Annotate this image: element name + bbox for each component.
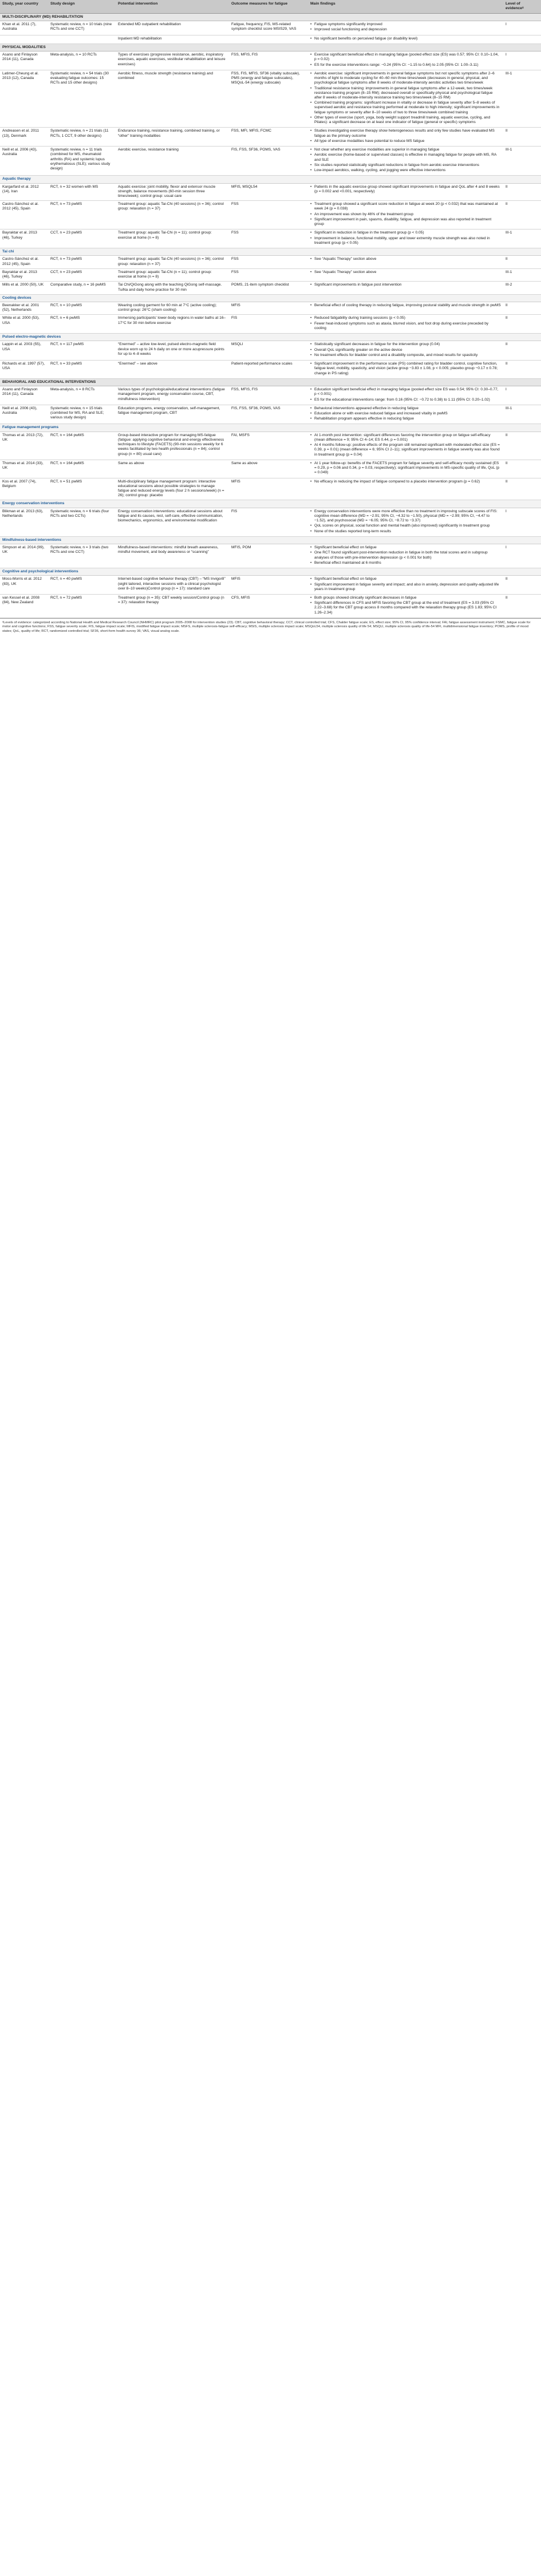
section-header-row: [0, 13, 541, 21]
section-header-row: [0, 43, 541, 51]
outcome-cell: FSS, MFIS, FIS: [229, 386, 308, 405]
findings-list: [310, 342, 501, 358]
section-title: MULTI-DISCIPLINARY (MD) REHABILITATION: [0, 13, 541, 21]
study-cell: Blikman et al. 2013 (63), Netherlands: [0, 508, 48, 536]
level-cell: I: [503, 544, 541, 568]
design-cell: Systematic review, n = 11 trials (combined for MS, rheumatoid arthritis (RA) and systemic lupus erythematosus (SLE); various study design): [48, 147, 116, 176]
intervention-cell: Education programs, energy conservation, self-management, fatigue management program, CBT: [116, 405, 229, 424]
outcome-cell: FIS, FSS, SF36, POMS, VAS: [229, 405, 308, 424]
level-cell: [503, 35, 541, 43]
subsection-header-row: [0, 176, 541, 183]
findings-list: [310, 185, 501, 194]
study-cell: Castro-Sánchez et al. 2012 (45), Spain: [0, 256, 48, 268]
level-cell: II: [503, 460, 541, 478]
finding-item: • Reduced fatigability during training sessions (p < 0.05): [314, 316, 501, 320]
subsection-title: Cognitive and psychological interventions: [0, 568, 541, 576]
finding-item: • Significant beneficial effect on fatigue: [314, 577, 501, 581]
intervention-cell: Tai Chi/QiGong along with the teaching QiGong self-massage. TuiNa and daily home practice for 30 min: [116, 282, 229, 294]
findings-cell: [308, 282, 503, 294]
outcome-cell: MFIS: [229, 576, 308, 595]
intervention-cell: Inpatient MD rehabilitation: [116, 35, 229, 43]
outcome-cell: FIS, FSS, SF36, POMS, VAS: [229, 147, 308, 176]
study-cell: Bayraktar et al. 2013 (46), Turkey: [0, 268, 48, 281]
level-cell: II: [503, 478, 541, 500]
level-cell: III-1: [503, 147, 541, 176]
subsection-header-row: [0, 536, 541, 544]
header-intervention: Potential intervention: [116, 0, 229, 13]
subsection-title: Energy conservation interventions: [0, 500, 541, 508]
design-cell: Systematic review, n = 21 trials (11 RCTs, 1 CCT, 9 other designs): [48, 128, 116, 147]
study-cell: Asano and Finlayson 2014 (11), Canada: [0, 52, 48, 70]
table-row: [0, 315, 541, 334]
findings-cell: [308, 302, 503, 314]
level-cell: I: [503, 508, 541, 536]
table-row: [0, 256, 541, 268]
table-row: [0, 432, 541, 460]
outcome-cell: CFS, MFIS: [229, 595, 308, 618]
table-row: [0, 147, 541, 176]
design-cell: Systematic review, n = 15 trials (combined for MS, RA and SLE; various study design): [48, 405, 116, 424]
finding-item: • Significant improvements in fatigue post intervention: [314, 283, 501, 287]
outcome-cell: FAI, MSFS: [229, 432, 308, 460]
intervention-cell: Group-based interactive program for managing MS-fatigue (fatigue: applying cognitive behavioral and energy effectiveness techniques to lifestyle (FACETS) (90-min sessions weekly for 6 weeks facilitated by two health professionals (n = 84); control group (n = 80) usual care): [116, 432, 229, 460]
findings-cell: [308, 21, 503, 35]
outcome-cell: FIS: [229, 315, 308, 334]
findings-cell: [308, 70, 503, 128]
table-row: [0, 595, 541, 618]
level-cell: III-1: [503, 229, 541, 248]
subsection-title: Aquatic therapy: [0, 176, 541, 183]
study-cell: Mills et al. 2000 (50), UK: [0, 282, 48, 294]
intervention-cell: Same as above: [116, 460, 229, 478]
finding-item: • Six studies reported statistically significant reductions in fatigue from aerobic exercise interventions: [314, 163, 501, 168]
design-cell: Meta-analysis, n = 8 RCTs: [48, 386, 116, 405]
study-cell: Kos et al. 2007 (74), Belgium: [0, 478, 48, 500]
intervention-cell: Internet-based cognitive behavior therapy (CBT) – “MS Invigor8” (eight tailored, interactive sessions with a clinical psychologist over 8–10 weeks)Control group (n = 17): standard care: [116, 576, 229, 595]
level-cell: III-1: [503, 405, 541, 424]
finding-item: • Significant differences in CFS and MFIS favoring the CBT group at the end of treatment (ES = 3.03 (95% CI 2.22–3.68) for the CBT group access 8 months compared with the relaxation therapy group (ES 1.83; 95% CI 1.26–2.34): [314, 601, 501, 615]
findings-cell: [308, 460, 503, 478]
level-cell: II: [503, 432, 541, 460]
findings-cell: [308, 478, 503, 500]
level-cell: I: [503, 386, 541, 405]
table-row: [0, 508, 541, 536]
table-row: [0, 268, 541, 281]
finding-item: • Fewer heat-induced symptoms such as ataxia, blurred vision, and foot drop during exercise preceded by cooling: [314, 322, 501, 331]
finding-item: • Significant improvement in pain, spasms, disability, fatigue, and depression was also reported in treatment group: [314, 217, 501, 227]
outcome-cell: MFIS, MSQL54: [229, 183, 308, 201]
table-row: [0, 52, 541, 70]
findings-cell: [308, 432, 503, 460]
study-cell: Thomas et al. 2013 (72), UK: [0, 432, 48, 460]
outcome-cell: FSS: [229, 201, 308, 229]
intervention-cell: Endurance training, resistance training, combined training, or “other” training modalities: [116, 128, 229, 147]
table-row: [0, 183, 541, 201]
outcome-cell: Fatigue, frequency, FIS, MS-related symptom checklist score MSIS29, VAS: [229, 21, 308, 35]
section-title: BEHAVIORAL AND EDUCATIONAL INTERVENTIONS: [0, 378, 541, 386]
level-cell: I: [503, 52, 541, 70]
section-title: PHYSICAL MODALITIES: [0, 43, 541, 51]
findings-list: [310, 53, 501, 68]
finding-item: • An improvement was shown by 46% of the treatment group: [314, 212, 501, 217]
header-outcome: Outcome measures for fatigue: [229, 0, 308, 13]
table-header-row: [0, 0, 541, 13]
level-cell: III-1: [503, 268, 541, 281]
table-row: [0, 70, 541, 128]
study-cell: Thomas et al. 2014 (33), UK: [0, 460, 48, 478]
outcome-cell: MFIS: [229, 478, 308, 500]
findings-cell: [308, 256, 503, 268]
findings-cell: [308, 147, 503, 176]
findings-cell: [308, 52, 503, 70]
intervention-cell: Treatment group: aquatic Tai-Chi (n = 11); control group: exercise at home (n = 8): [116, 229, 229, 248]
design-cell: CCT, n = 23 pwMS: [48, 229, 116, 248]
finding-item: • Aerobic exercise (home-based or supervised classes) is effective in managing fatigue for people with MS, RA and SLE: [314, 153, 501, 162]
level-cell: I: [503, 21, 541, 35]
intervention-cell: Treatment group (n = 35): CBT weekly session/Control group (n = 37): relaxation therapy: [116, 595, 229, 618]
header-findings: Main findings: [308, 0, 503, 13]
finding-item: • Significant improvement in fatigue severity and impact; and also in anxiety, depression and quality-adjusted life years in treatment group: [314, 583, 501, 592]
finding-item: • Beneficial effect of cooling therapy in reducing fatigue, improving postural stability and muscle strength in pwMS: [314, 303, 501, 308]
table-row: [0, 21, 541, 35]
findings-list: [310, 231, 501, 246]
design-cell: Systematic review, n = 54 trials (30 evaluating fatigue outcomes: 15 RCTs and 15 other designs): [48, 70, 116, 128]
findings-cell: [308, 576, 503, 595]
outcome-cell: MFIS: [229, 302, 308, 314]
evidence-table: [0, 0, 541, 618]
finding-item: • No significant benefits on perceived fatigue (or disability level): [314, 37, 501, 41]
finding-item: • Other types of exercise (sport, yoga, body weight support treadmill training, aquatic exercise, cycling, and Pilates): a significant decrease on at least one indicator of fatigue (general or specific) symptoms: [314, 116, 501, 125]
table-row: [0, 282, 541, 294]
level-cell: II: [503, 256, 541, 268]
design-cell: RCT, n = 10 pwMS: [48, 302, 116, 314]
finding-item: • Education significant beneficial effect in managing fatigue (pooled effect size ES was 0.54; 95% CI: 0.30–0.77, p < 0.001): [314, 387, 501, 397]
intervention-cell: Mindfulness-based interventions: mindful breath awareness, mindful movement, and body awareness or “scanning”: [116, 544, 229, 568]
design-cell: RCT, n = 51 pwMS: [48, 478, 116, 500]
study-cell: van Kessel et al. 2008 (84), New Zealand: [0, 595, 48, 618]
level-cell: II: [503, 595, 541, 618]
subsection-header-row: [0, 424, 541, 432]
intervention-cell: Treatment group: aquatic Tai-Chi (40 sessions) (n = 36); control group: relaxation (n = 37): [116, 201, 229, 229]
table-row: [0, 229, 541, 248]
finding-item: • At 1 year follow-up: benefits of the FACETS program for fatigue severity and self-efficacy mostly sustained (ES = 0.29, p = 0.06 and 0.34, p = 0.03, respectively); significant improvements in MS-specific quality of life, QoL (p = 0.049): [314, 461, 501, 476]
subsection-header-row: [0, 500, 541, 508]
study-cell: Neill et al. 2006 (43), Australia: [0, 405, 48, 424]
findings-cell: [308, 183, 503, 201]
table-row: [0, 544, 541, 568]
outcome-cell: FSS: [229, 268, 308, 281]
finding-item: • At 4 months follow-up: positive effects of the program still remained significant with moderated effect size (ES = 0.39, p = 0.01) (mean difference = 6; 95% CI 2–11); significant improvements in fatigue severity was also found in treatment group (p = 0.04): [314, 443, 501, 457]
findings-cell: [308, 595, 503, 618]
level-cell: III-1: [503, 70, 541, 128]
intervention-cell: Energy conservation interventions: educational sessions about fatigue and its causes, rest, self-care, effective communication, biomechanics, ergonomics, and environmental modification: [116, 508, 229, 536]
finding-item: • Improvement in balance, functional mobility, upper and lower extremity muscle strength was also noted in treatment group (p < 0.05): [314, 236, 501, 246]
outcome-cell: [229, 35, 308, 43]
findings-list: [310, 270, 501, 275]
findings-list: [310, 22, 501, 32]
table-row: [0, 460, 541, 478]
findings-cell: [308, 268, 503, 281]
finding-item: • Overall QoL significantly greater on the active device: [314, 348, 501, 353]
design-cell: RCT, n = 164 pwMS: [48, 432, 116, 460]
study-cell: Latimer-Cheung et al. 2013 (12), Canada: [0, 70, 48, 128]
study-cell: Moss-Morris et al. 2012 (83), UK: [0, 576, 48, 595]
intervention-cell: Aerobic exercise, resistance training: [116, 147, 229, 176]
table-row: [0, 341, 541, 361]
intervention-cell: Wearing cooling garment for 60 min at 7°C (active cooling); control group: 26°C (sham cooling): [116, 302, 229, 314]
findings-cell: [308, 35, 503, 43]
intervention-cell: Treatment group: aquatic Tai-Chi (40 sessions) (n = 36); control group: relaxation (n = 37): [116, 256, 229, 268]
findings-list: [310, 202, 501, 227]
study-cell: Beenakker et al. 2001 (52), Netherlands: [0, 302, 48, 314]
table-row: [0, 35, 541, 43]
design-cell: RCT, n = 32 women with MS: [48, 183, 116, 201]
design-cell: Systematic review, n = 10 trials (nine RCTs and one CCT): [48, 21, 116, 35]
level-cell: II: [503, 201, 541, 229]
outcome-cell: MSQLI: [229, 341, 308, 361]
finding-item: • Fatigue symptoms significantly improved: [314, 22, 501, 27]
findings-list: [310, 303, 501, 308]
finding-item: • Treatment group showed a significant score reduction in fatigue at week 20 (p < 0.032) that was maintained at week 24 (p = 0.038): [314, 202, 501, 211]
findings-list: [310, 37, 501, 41]
table-row: [0, 386, 541, 405]
table-body: [0, 13, 541, 618]
finding-item: • Low-impact aerobics, walking, cycling, and jogging were effective interventions: [314, 168, 501, 173]
study-cell: Richards et al. 1997 (57), USA: [0, 361, 48, 379]
findings-cell: [308, 544, 503, 568]
findings-cell: [308, 386, 503, 405]
finding-item: • See “Aquatic Therapy” section above: [314, 257, 501, 262]
intervention-cell: Multi-disciplinary fatigue management program: interactive educational sessions about possible strategies to manage fatigue and reduced energy levels (four 2 h sessions/week) (n = 26); control group: placebo: [116, 478, 229, 500]
finding-item: • None of the studies reported long-term results: [314, 529, 501, 534]
design-cell: RCT, n = 117 pwMS: [48, 341, 116, 361]
findings-list: [310, 257, 501, 262]
design-cell: RCT, n = 164 pwMS: [48, 460, 116, 478]
finding-item: • No treatment effects for bladder control and a disability composite, and mixed results for spasticity: [314, 353, 501, 358]
table-row: [0, 478, 541, 500]
findings-list: [310, 387, 501, 402]
outcome-cell: FSS: [229, 229, 308, 248]
outcome-cell: FSS: [229, 256, 308, 268]
level-cell: II: [503, 183, 541, 201]
finding-item: • Aerobic exercise: significant improvements in general fatigue symptoms but not specific symptoms after 2–6 months of light to moderate cycling for 40–60 min three times/week (decreases in general, physical, and psychological fatigue symptoms after 8 weeks of moderate-intensity aerobic activities two times/week: [314, 72, 501, 86]
intervention-cell: “Enermed” – see above: [116, 361, 229, 379]
findings-list: [310, 72, 501, 125]
finding-item: • Rehabilitation program appears effective in reducing fatigue: [314, 417, 501, 421]
finding-item: • At 1-month post intervention: significant differences favoring the intervention group on fatigue self-efficacy (mean difference = 9; 95% CI 4–14; ES 0.44, p = 0.001): [314, 433, 501, 442]
level-cell: II: [503, 361, 541, 379]
level-cell: II: [503, 315, 541, 334]
subsection-header-row: [0, 248, 541, 256]
outcome-cell: FSS, FIS, MFIS, SF36 (vitality subscale), PMS (energy and fatigue subscales), MSQoL-54 (energy subscale): [229, 70, 308, 128]
design-cell: Comparative study, n = 16 pwMS: [48, 282, 116, 294]
table-footnote: ᵃLevels of evidence: categorized according to National Health and Medical Research Council (NHMRC) pilot program 2005–2008 for intervention studies (23). CBT, cognitive behavioral therapy; CCT, clinical controlled trial; CFS, Chalder fatigue scale; ES, effect size; 95% CI, 95% confidence interval; FAI, fatigue assessment instrument; FSMC, fatigue scale for motor and cognitive functions; FSS, fatigue severity scale; FIS, fatigue impact scale; MFIS, modified fatigue impact scale; MSFS, multiple sclerosis-fatigue self-efficacy; MSIS, multiple sclerosis impact scale; MSQoL54, multiple sclerosis quality of life 54; MSQLI, multiple sclerosis quality of life-54 MFI, multidimensional fatigue inventory; POMS, profile of mood states; QoL, quality of life; RCT, randomized controlled trial; SF36, short-form health survey 36; VAS, visual analog scale.: [0, 618, 541, 636]
findings-cell: [308, 341, 503, 361]
outcome-cell: FSS, MFI, MFIS, FCMC: [229, 128, 308, 147]
design-cell: Systematic review, n = 6 trials (four RCTs and two CCTs): [48, 508, 116, 536]
finding-item: • Traditional resistance training: improvements in general fatigue symptoms after a 12-week, two times/week resistance training program (8–15 RM); decreased overall or specifically physical and psychological fatigue after 8 weeks of moderate-intensity resistance training two times/week (8–15 RM): [314, 86, 501, 101]
table-row: [0, 128, 541, 147]
outcome-cell: POMS, 21-item symptom checklist: [229, 282, 308, 294]
subsection-title: Pulsed electro-magnetic devices: [0, 334, 541, 341]
findings-cell: [308, 315, 503, 334]
finding-item: • Exercise significant beneficial effect in managing fatigue (pooled effect size (ES) was 0.57; 95% CI: 0.10–1.04, p = 0.02): [314, 53, 501, 62]
table-row: [0, 405, 541, 424]
finding-item: • Significant improvement in the performance scale (PS) combined rating for bladder control, cognitive function, fatigue level, mobility, spasticity, and vision (active group −3.83 ± 1.08, p < 0.005; placebo group −0.17 ± 0.78; change in PS rating): [314, 362, 501, 376]
findings-list: [310, 362, 501, 376]
finding-item: • Significant in reduction in fatigue in the treatment group (p < 0.05): [314, 231, 501, 235]
finding-item: • Beneficial effect maintained at 6 months: [314, 561, 501, 565]
subsection-header-row: [0, 294, 541, 302]
findings-list: [310, 433, 501, 457]
finding-item: • Statistically significant decreases in fatigue for the intervention group (0.04): [314, 342, 501, 347]
study-cell: [0, 35, 48, 43]
subsection-title: Tai chi: [0, 248, 541, 256]
subsection-title: Cooling devices: [0, 294, 541, 302]
study-cell: Lappin et al. 2003 (55), USA: [0, 341, 48, 361]
study-cell: Asano and Finlayson 2014 (11), Canada: [0, 386, 48, 405]
design-cell: RCT, n = 6 pwMS: [48, 315, 116, 334]
intervention-cell: Types of exercises (progressive resistance, aerobic, inspiratory exercises, aquatic exercises, vestibular rehabilitation and leisure exercises): [116, 52, 229, 70]
finding-item: • See “Aquatic Therapy” section above: [314, 270, 501, 275]
table-row: [0, 361, 541, 379]
finding-item: • Studies investigating exercise therapy show heterogeneous results and only few studies have evaluated MS fatigue as the primary outcome: [314, 129, 501, 138]
outcome-cell: MFIS, POM: [229, 544, 308, 568]
table-row: [0, 576, 541, 595]
outcome-cell: Same as above: [229, 460, 308, 478]
finding-item: • Significant beneficial effect on fatigue: [314, 545, 501, 550]
finding-item: • Improved social functioning and depression: [314, 27, 501, 32]
intervention-cell: “Enermed” – active low-level, pulsed electro-magnetic field device worn up to 24 h daily on one or more acupressure points for up to 4–8 weeks: [116, 341, 229, 361]
finding-item: • No efficacy in reducing the impact of fatigue compared to a placebo intervention program (p = 0.62): [314, 480, 501, 484]
design-cell: RCT, n = 40 pwMS: [48, 576, 116, 595]
design-cell: RCT, n = 33 pwMS: [48, 361, 116, 379]
finding-item: • Behavioral interventions appeared effective in reducing fatigue: [314, 406, 501, 411]
level-cell: II: [503, 128, 541, 147]
subsection-header-row: [0, 568, 541, 576]
finding-item: • ES for the educational interventions range: from 0.16 (95% CI: −0.72 to 0.38) to 1.11 (95% CI: 0.20–1.02): [314, 398, 501, 402]
outcome-cell: FIS: [229, 508, 308, 536]
intervention-cell: Aerobic fitness, muscle strength (resistance training) and combined: [116, 70, 229, 128]
study-cell: Neill et al. 2006 (43), Australia: [0, 147, 48, 176]
study-cell: Simpson et al. 2014 (99), UK: [0, 544, 48, 568]
finding-item: • All type of exercise modalities have potential to reduce MS fatigue: [314, 139, 501, 144]
intervention-cell: Various types of psychological/educational interventions (fatigue management program, energy conservation course, CBT, mindfulness intervention): [116, 386, 229, 405]
study-cell: Kargarfard et al. 2012 (14), Iran: [0, 183, 48, 201]
findings-list: [310, 545, 501, 565]
finding-item: • Combined training programs: significant increase in vitality or decrease in fatigue severity after 5–8 weeks of supervised aerobic and resistance training performed at moderate to high intensity; significant improvements in fatigue symptoms or severity after 8–10 weeks of two to three times/week combined training: [314, 101, 501, 115]
subsection-title: Fatigue management programs: [0, 424, 541, 432]
study-cell: Khan et al. 2011 (7), Australia: [0, 21, 48, 35]
findings-list: [310, 480, 501, 484]
findings-list: [310, 148, 501, 173]
section-header-row: [0, 378, 541, 386]
findings-cell: [308, 405, 503, 424]
level-cell: II: [503, 302, 541, 314]
findings-list: [310, 577, 501, 592]
subsection-title: Mindfulness-based interventions: [0, 536, 541, 544]
outcome-cell: Patient-reported performance scales: [229, 361, 308, 379]
intervention-cell: Immersing participants' lower-body regions in water baths at 16–17°C for 30 min before exercise: [116, 315, 229, 334]
findings-list: [310, 316, 501, 331]
level-cell: II: [503, 576, 541, 595]
design-cell: Meta-analysis, n = 10 RCTs: [48, 52, 116, 70]
design-cell: RCT, n = 73 pwMS: [48, 256, 116, 268]
study-cell: Bayraktar et al. 2013 (46), Turkey: [0, 229, 48, 248]
header-design: Study design: [48, 0, 116, 13]
table-row: [0, 302, 541, 314]
finding-item: • One RCT found significant post-intervention reduction in fatigue in both the total scores and in subgroup analyses of those with pre-intervention depression (p < 0.001 for both): [314, 551, 501, 560]
finding-item: • ES for the exercise interventions range: −0.24 (95% CI: −1.15 to 0.64) to 2.05 (95% CI: 1.00–3.11): [314, 63, 501, 68]
finding-item: • Energy conservation interventions were more effective than no treatment in improving subscale scores of FIS: cognitive mean difference (MD = −2.91; 95% CI, −4.32 to −1.50), physical (MD = −2.99; 95% CI, −4.47 to −1.52), and psychosocial (MD = −6.05; 95% CI, −8.72 to −3.37): [314, 509, 501, 524]
findings-list: [310, 596, 501, 615]
intervention-cell: Extended MD outpatient rehabilitation: [116, 21, 229, 35]
findings-list: [310, 461, 501, 476]
findings-list: [310, 509, 501, 534]
design-cell: CCT, n = 23 pwMS: [48, 268, 116, 281]
study-cell: Castro-Sánchez et al. 2012 (45), Spain: [0, 201, 48, 229]
finding-item: • Both groups showed clinically significant decreases in fatigue: [314, 596, 501, 600]
finding-item: • Education alone or with exercise reduced fatigue and increased vitality in pwMS: [314, 411, 501, 416]
findings-cell: [308, 229, 503, 248]
header-study: Study, year country: [0, 0, 48, 13]
design-cell: RCT, n = 72 pwMS: [48, 595, 116, 618]
findings-list: [310, 406, 501, 422]
design-cell: Systematic review, n = 3 trials (two RCTs and one CCT): [48, 544, 116, 568]
design-cell: [48, 35, 116, 43]
findings-list: [310, 283, 501, 287]
level-cell: III-2: [503, 282, 541, 294]
study-cell: White et al. 2000 (53), USA: [0, 315, 48, 334]
findings-cell: [308, 508, 503, 536]
intervention-cell: Aquatic exercise: joint mobility, flexor and extensor muscle strength, balance movements (60-min session three times/week); control group: usual care: [116, 183, 229, 201]
findings-cell: [308, 128, 503, 147]
findings-cell: [308, 201, 503, 229]
findings-cell: [308, 361, 503, 379]
evidence-table-page: [0, 0, 541, 636]
finding-item: • Not clear whether any exercise modalities are superior in managing fatigue: [314, 148, 501, 152]
design-cell: RCT, n = 73 pwMS: [48, 201, 116, 229]
intervention-cell: Treatment group: aquatic Tai-Chi (n = 11); control group: exercise at home (n = 8): [116, 268, 229, 281]
finding-item: • Patients in the aquatic exercise group showed significant improvements in fatigue and QoL after 4 and 8 weeks (p = 0.002 and <0.001, respectively): [314, 185, 501, 194]
subsection-header-row: [0, 334, 541, 341]
outcome-cell: FSS, MFIS, FIS: [229, 52, 308, 70]
header-level: Level of evidenceᵃ: [503, 0, 541, 13]
level-cell: II: [503, 341, 541, 361]
finding-item: • QoL scores on physical, social function and mental health (also improved) significantly in treatment group: [314, 524, 501, 528]
findings-list: [310, 129, 501, 144]
table-row: [0, 201, 541, 229]
study-cell: Andreasen et al. 2011 (13), Denmark: [0, 128, 48, 147]
